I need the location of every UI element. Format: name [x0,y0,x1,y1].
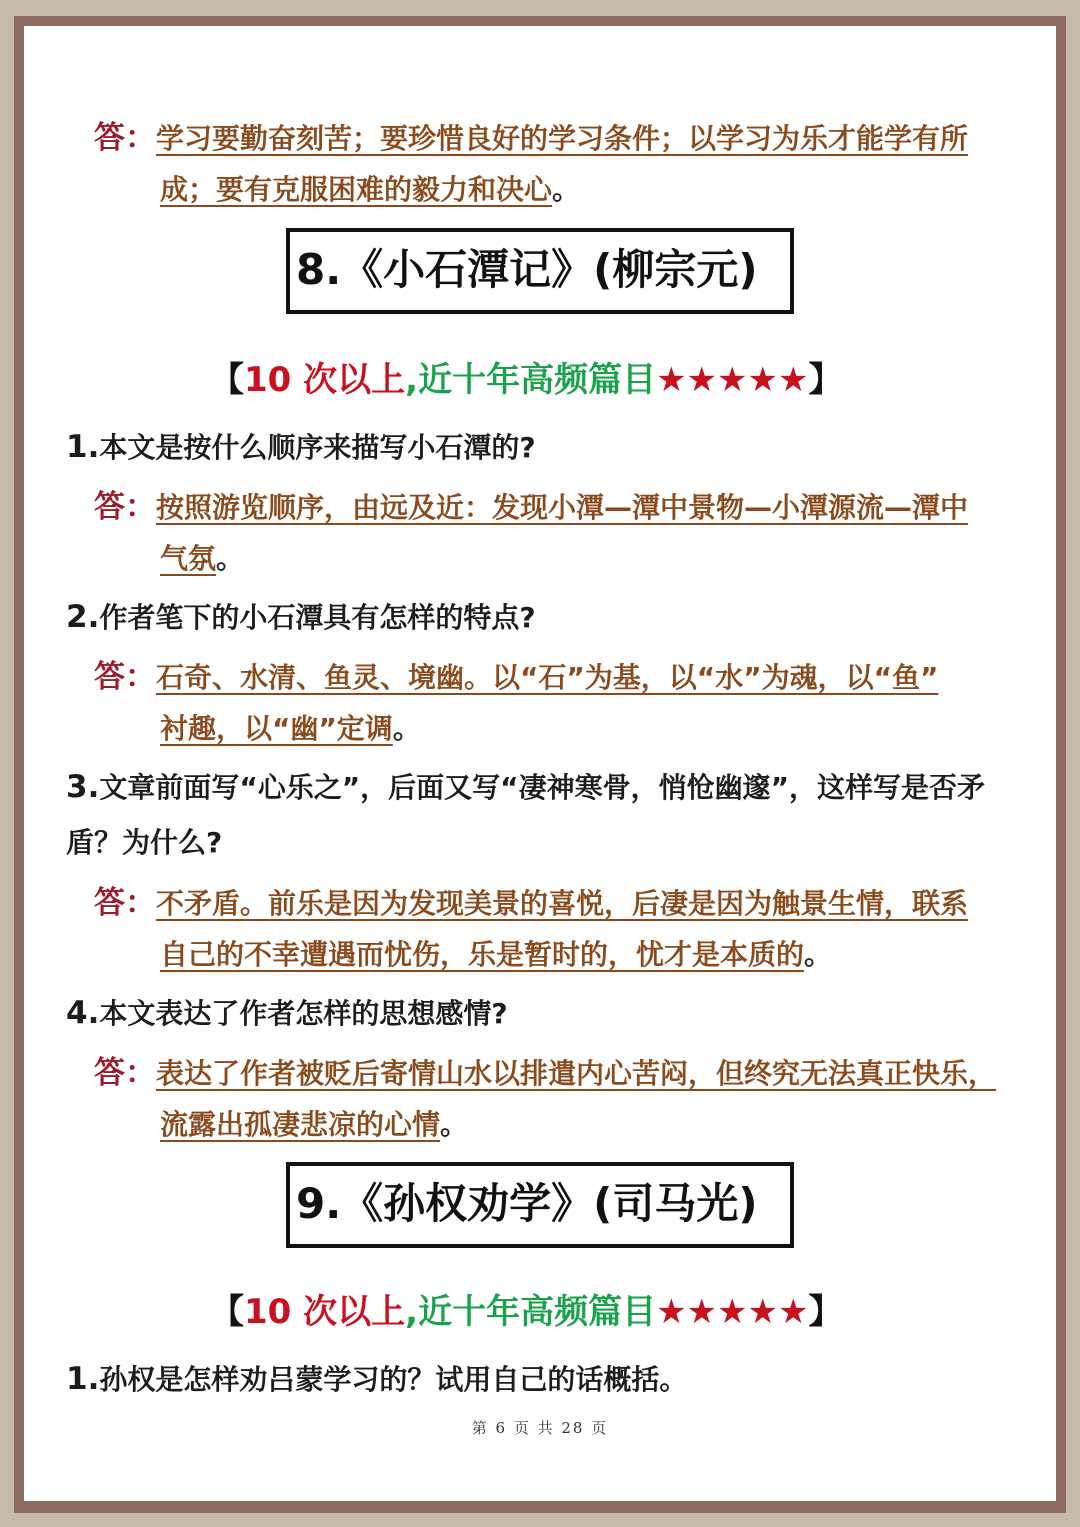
answer-block-prev-line2 [160,168,580,208]
question-text: 文章前面写“心乐之”，后面又写“凄神寒骨，悄怆幽邃”，这样写是否矛 [99,771,985,804]
question-3 [66,766,985,806]
answer-3 [94,877,968,922]
document-page [24,26,1056,1501]
question-text: 孙权是怎样劝吕蒙学习的？试用自己的话概括。 [99,1363,688,1396]
question-number: 1. [66,1361,100,1397]
question-2 [66,596,536,636]
answer-text: 气氛 [160,542,217,575]
answer-2 [94,651,938,696]
answer-period: 。 [552,173,581,206]
answer-4 [94,1047,996,1092]
answer-text: 成；要有克服困难的毅力和决心 [160,173,553,206]
answer-text: 不矛盾。前乐是因为发现美景的喜悦，后凄是因为触景生情，联系 [156,887,969,920]
question-number: 4. [66,995,100,1031]
bracket-open: 【 [210,360,244,400]
bracket-close: 】 [808,1292,843,1332]
question-text: 盾？为什么? [66,826,223,859]
answer-text: 按照游览顺序，由远及近：发现小潭—潭中景物—小潭源流—潭中 [156,491,969,524]
answer-label: 答： [94,659,156,695]
bracket-close: 】 [808,360,843,400]
answer-text: 表达了作者被贬后寄情山水以排遣内心苦闷，但终究无法真正快乐， [156,1057,997,1090]
section-title-9: 9.《孙权劝学》(司马光) [286,1162,794,1248]
frequency-tag-9 [210,1284,842,1333]
answer-1 [94,481,968,526]
star-rating: ★★★★★ [656,360,809,400]
question-number: 1. [66,429,100,465]
question-9-1 [66,1358,687,1398]
question-1 [66,426,536,466]
question-text: 本文表达了作者怎样的思想感情? [99,997,508,1030]
answer-text: 学习要勤奋刻苦；要珍惜良好的学习条件；以学习为乐才能学有所 [156,122,969,155]
answer-2-line2 [160,707,421,747]
answer-label: 答： [94,489,156,525]
answer-text: 石奇、水清、鱼灵、境幽。以“石”为基，以“水”为魂，以“鱼” [156,661,939,694]
question-number: 2. [66,599,100,635]
frequency-label: 近十年高频篇目 [418,360,657,400]
answer-4-line2 [160,1103,468,1143]
page-footer: 第 6 页 共 28 页 [471,1419,609,1437]
answer-period: 。 [440,1108,469,1141]
answer-period: 。 [392,712,421,745]
answer-text: 衬趣，以“幽”定调 [160,712,393,745]
question-number: 3. [66,769,100,805]
answer-block-prev [94,112,968,157]
bracket-open: 【 [210,1292,244,1332]
answer-label: 答： [94,885,156,921]
frequency-label: 近十年高频篇目 [418,1292,657,1332]
question-3-line2 [66,821,222,861]
question-text: 作者笔下的小石潭具有怎样的特点? [99,601,536,634]
answer-period: 。 [804,938,833,971]
answer-text: 流露出孤凄悲凉的心情 [160,1108,441,1141]
answer-label: 答： [94,120,156,156]
frequency-count: 10 次以上 [244,360,406,400]
question-4 [66,992,508,1032]
star-rating: ★★★★★ [656,1292,809,1332]
frequency-comma: , [405,360,419,400]
question-text: 本文是按什么顺序来描写小石潭的? [99,431,536,464]
frequency-comma: , [405,1292,419,1332]
answer-period: 。 [216,542,245,575]
section-title-8: 8.《小石潭记》(柳宗元) [286,228,794,314]
answer-label: 答： [94,1055,156,1091]
frequency-count: 10 次以上 [244,1292,406,1332]
answer-1-line2 [160,537,244,577]
frequency-tag-8 [210,352,842,401]
answer-3-line2 [160,933,832,973]
answer-text: 自己的不幸遭遇而忧伤，乐是暂时的，忧才是本质的 [160,938,805,971]
